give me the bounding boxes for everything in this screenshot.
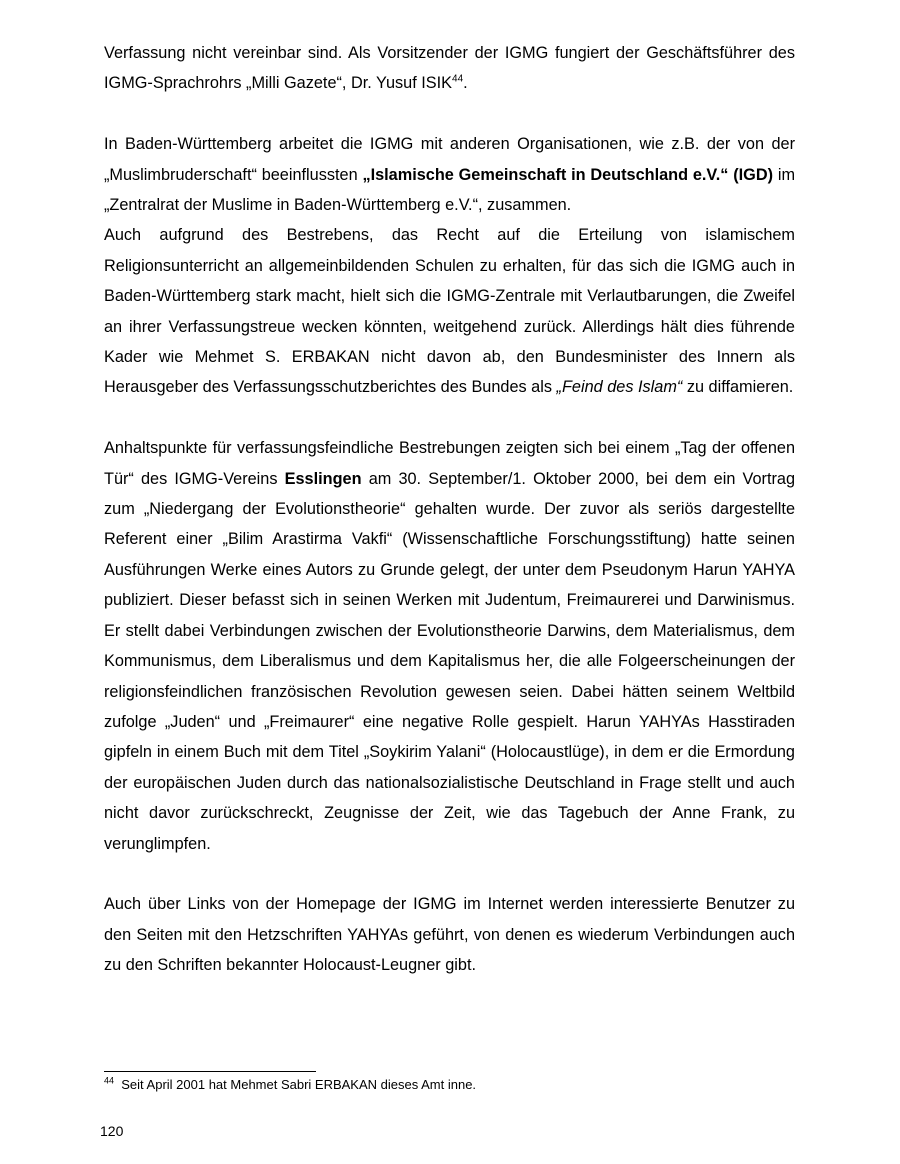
paragraph-1 <box>104 38 795 99</box>
paragraph-1-text: Verfassung nicht vereinbar sind. Als Vorsitzender der IGMG fungiert der Geschäftsführer des IGMG-Sprachrohrs „Milli Gazete“, Dr. Yusuf ISIK <box>104 44 795 93</box>
paragraph-4-text-a: Anhaltspunkte für verfassungsfeindliche Bestrebungen zeigten sich bei einem „Tag der offenen Tür“ des IGMG-Vereins <box>104 439 795 488</box>
paragraph-2 <box>104 129 795 220</box>
footnote-number: 44 <box>104 1075 115 1086</box>
paragraph-3-text-a: Auch aufgrund des Bestrebens, das Recht auf die Erteilung von islamischem Religionsunterricht an allgemeinbildenden Schulen zu erhalten, für das sich die IGMG auch in Baden-Württemberg stark macht, hielt sich die IGMG-Zentrale mit Verlautbarungen, die Zweifel an ihrer Verfassungstreue wecken könnten, weitgehend zurück. Allerdings hält dies führende Kader wie Mehmet S. ERBAKAN nicht davon ab, den Bundesminister des Innern als Herausgeber des Verfassungsschutzberichtes des Bundes als <box>104 226 795 397</box>
paragraph-4-bold-city: Esslingen <box>284 469 362 488</box>
page-number: 120 <box>100 1123 124 1139</box>
paragraph-2-bold-org: „Islamische Gemeinschaft in Deutschland e.V.“ (IGD) <box>362 165 774 184</box>
footnote-separator <box>104 1071 316 1072</box>
footnote-reference[interactable]: 44 <box>452 73 464 85</box>
document-body <box>104 38 795 981</box>
paragraph-1-end: . <box>463 74 468 93</box>
paragraph-2-text-b: im „Zentralrat der Muslime in Baden-Württemberg e.V.“, zusammen. <box>104 165 795 215</box>
paragraph-3-italic-quote: „Feind des Islam“ <box>556 378 683 397</box>
paragraph-4-text-b: am 30. September/1. Oktober 2000, bei dem ein Vortrag zum „Niedergang der Evolutionstheorie“ gehalten wurde. Der zuvor als seriös dargestellte Referent einer „Bilim Arastirma Vakfi“ (Wissenschaftliche Forschungsstiftung) hatte seinen Ausführungen Werke eines Autors zu Grunde gelegt, der unter dem Pseudonym Harun YAHYA publiziert. Dieser befasst sich in seinen Werken mit Judentum, Freimaurerei und Darwinismus. Er stellt dabei Verbindungen zwischen der Evolutionstheorie Darwins, dem Materialismus, dem Kommunismus, dem Liberalismus und dem Kapitalismus her, die alle Folgeerscheinungen der religionsfeindlichen französischen Revolution gewesen seien. Dabei hätten seinem Weltbild zufolge „Juden“ und „Freimaurer“ eine negative Rolle gespielt. Harun YAHYAs Hasstiraden gipfeln in einem Buch mit dem Titel „Soykirim Yalani“ (Holocaustlüge), in dem er die Ermordung der europäischen Juden durch das nationalsozialistische Deutschland in Frage stellt und auch nicht davor zurückschreckt, Zeugnisse der Zeit, wie das Tagebuch der Anne Frank, zu verunglimpfen. <box>104 469 796 853</box>
paragraph-2-text-a: In Baden-Württemberg arbeitet die IGMG mit anderen Organisationen, wie z.B. der von der „Muslimbruderschaft“ beeinflussten <box>104 135 795 184</box>
footnote <box>104 1076 795 1094</box>
paragraph-5: Auch über Links von der Homepage der IGMG im Internet werden interessierte Benutzer zu den Seiten mit den Hetzschriften YAHYAs geführt, von denen es wiederum Verbindungen auch zu den Schriften bekannter Holocaust-Leugner gibt. <box>104 895 795 975</box>
paragraph-3 <box>104 220 795 402</box>
paragraph-4 <box>104 433 795 859</box>
paragraph-3-text-b: zu diffamieren. <box>682 378 794 397</box>
footnote-text: Seit April 2001 hat Mehmet Sabri ERBAKAN dieses Amt inne. <box>121 1077 477 1092</box>
